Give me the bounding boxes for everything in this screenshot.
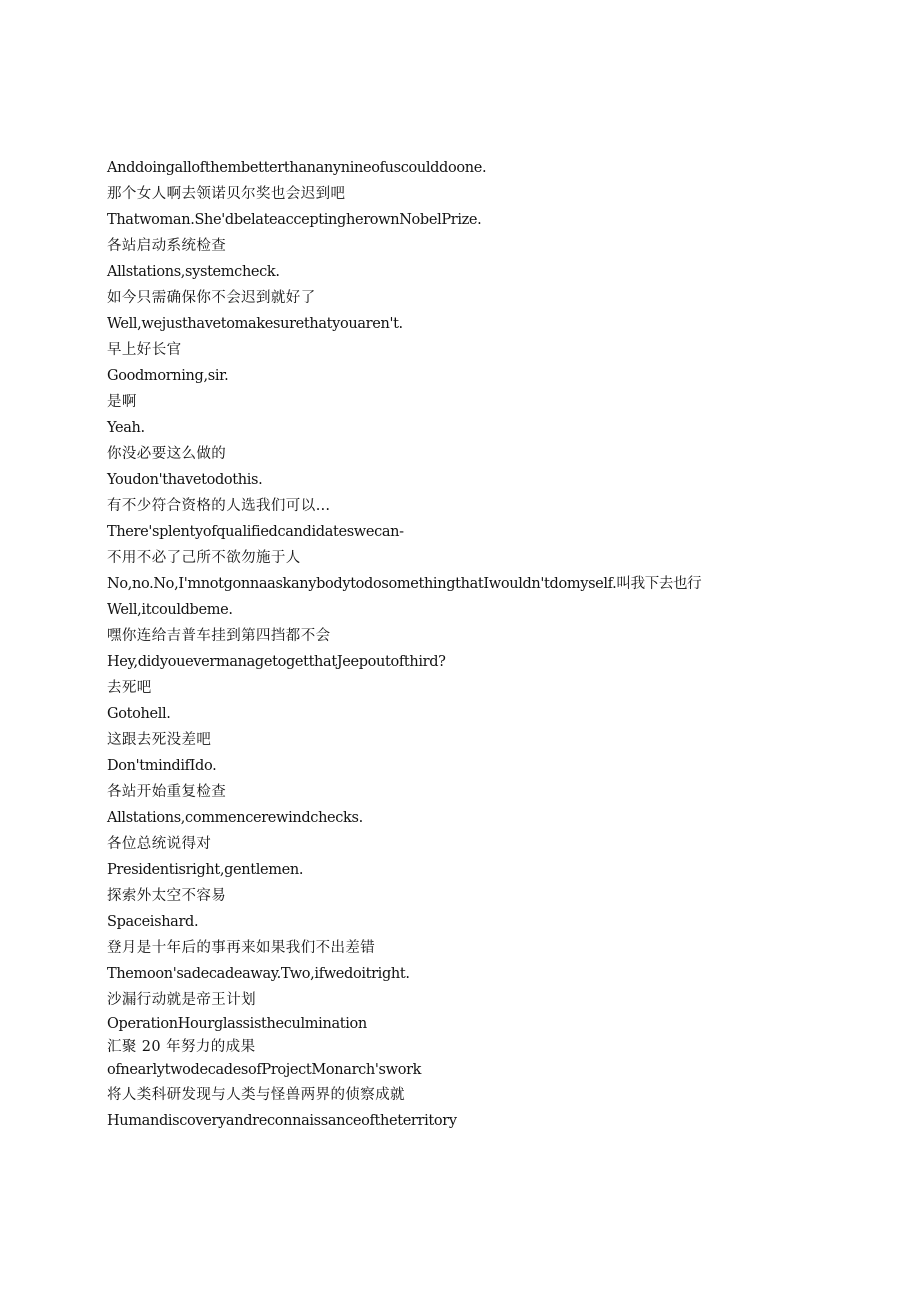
english-subtitle-line: No,no.No,I'mnotgonnaaskanybodytodosomethingthatIwouldn'tdomyself.叫我下去也行	[107, 576, 702, 592]
chinese-subtitle-line: 登月是十年后的事再来如果我们不出差错	[107, 940, 376, 956]
english-subtitle-line: Well,wejusthavetomakesurethatyouaren't.	[107, 316, 403, 332]
english-subtitle-line: Well,itcouldbeme.	[107, 602, 233, 618]
english-subtitle-line: Hey,didyouevermanagetogetthatJeepoutofthird?	[107, 654, 446, 670]
chinese-subtitle-line: 去死吧	[107, 680, 152, 696]
chinese-subtitle-line: 是啊	[107, 394, 137, 410]
chinese-subtitle-line: 嘿你连给吉普车挂到第四挡都不会	[107, 628, 331, 644]
english-subtitle-line: Thatwoman.She'dbelateacceptingherownNobelPrize.	[107, 212, 482, 228]
english-subtitle-line: Presidentisright,gentlemen.	[107, 862, 304, 878]
chinese-subtitle-line: 各站启动系统检查	[107, 238, 227, 254]
chinese-subtitle-line: 探索外太空不容易	[107, 888, 227, 904]
chinese-subtitle-line: 如今只需确保你不会迟到就好了	[107, 290, 316, 306]
english-subtitle-line: OperationHourglassistheculmination	[107, 1016, 367, 1032]
chinese-subtitle-line: 沙漏行动就是帝王计划	[107, 992, 256, 1008]
english-subtitle-line: Allstations,commencerewindchecks.	[107, 810, 363, 826]
english-subtitle-line: Goodmorning,sir.	[107, 368, 229, 384]
chinese-subtitle-line: 各位总统说得对	[107, 836, 212, 852]
chinese-subtitle-line: 早上好长官	[107, 342, 182, 358]
english-subtitle-line: ofnearlytwodecadesofProjectMonarch'swork	[107, 1062, 422, 1078]
english-subtitle-line: Spaceishard.	[107, 914, 199, 930]
chinese-subtitle-line: 那个女人啊去领诺贝尔奖也会迟到吧	[107, 186, 346, 202]
english-subtitle-line: Anddoingallofthembetterthananynineofuscoulddoone.	[107, 160, 487, 176]
english-subtitle-line: Don'tmindifIdo.	[107, 758, 217, 774]
english-subtitle-line: Humandiscoveryandreconnaissanceoftheterritory	[107, 1113, 457, 1129]
subtitle-text-body	[107, 155, 887, 1134]
chinese-subtitle-line: 汇聚 20 年努力的成果	[107, 1039, 256, 1055]
chinese-subtitle-line: 各站开始重复检查	[107, 784, 227, 800]
english-subtitle-line: Allstations,systemcheck.	[107, 264, 280, 280]
english-subtitle-line: Youdon'thavetodothis.	[107, 472, 263, 488]
english-subtitle-line: Yeah.	[107, 420, 145, 436]
chinese-subtitle-line: 不用不必了己所不欲勿施于人	[107, 550, 301, 566]
english-subtitle-line: Themoon'sadecadeaway.Two,ifwedoitright.	[107, 966, 410, 982]
chinese-subtitle-line: 将人类科研发现与人类与怪兽两界的侦察成就	[107, 1087, 405, 1103]
english-subtitle-line: There'splentyofqualifiedcandidateswecan-	[107, 524, 404, 540]
english-subtitle-line: Gotohell.	[107, 706, 171, 722]
chinese-subtitle-line: 你没必要这么做的	[107, 446, 227, 462]
chinese-subtitle-line: 这跟去死没差吧	[107, 732, 212, 748]
chinese-subtitle-line: 有不少符合资格的人选我们可以…	[107, 498, 331, 514]
